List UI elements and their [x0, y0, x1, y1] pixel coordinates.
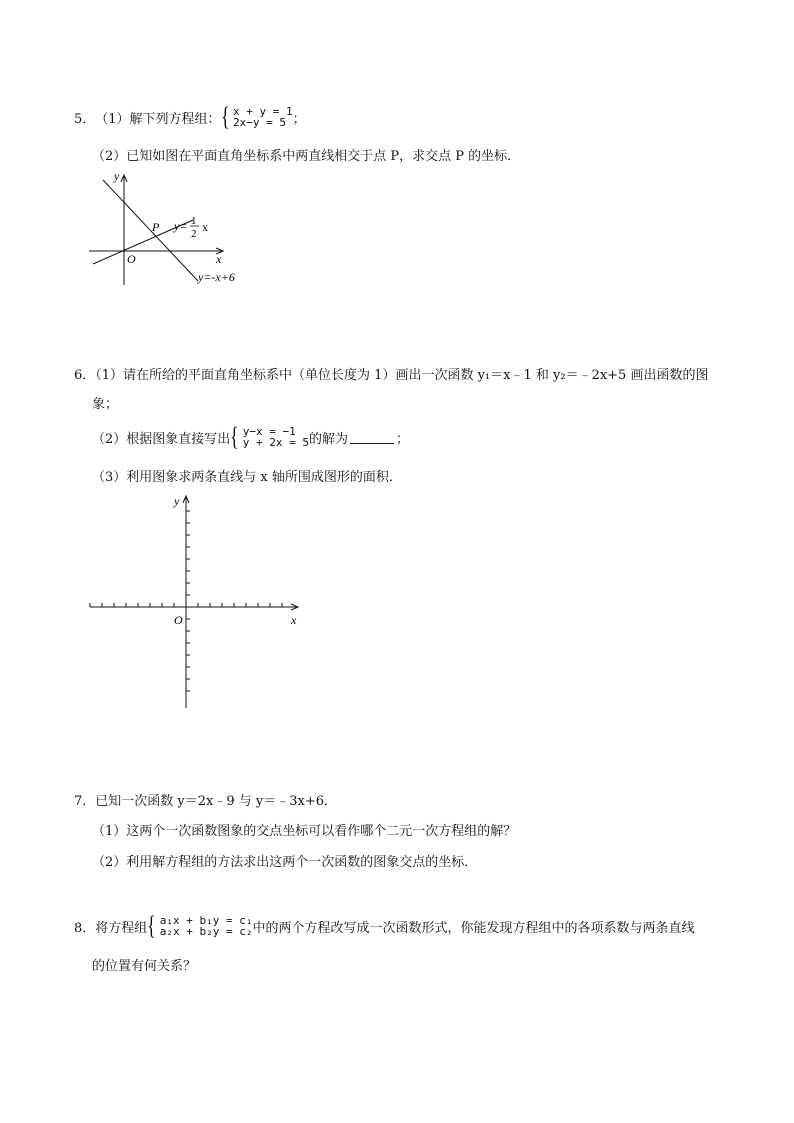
q5-x-label: x	[216, 252, 222, 266]
q5-y-label: y	[114, 169, 120, 183]
q8-prefix: 将方程组	[95, 920, 148, 936]
q8-line2: 的位置有何关系？	[92, 959, 197, 974]
q5-line2-label: y=-x+6	[198, 270, 235, 284]
q6-eq2: y + 2x = 5	[242, 436, 309, 449]
brace-icon: {	[147, 911, 157, 940]
q5-figure	[85, 165, 260, 290]
q8-equation-system	[147, 911, 253, 940]
q5-part1	[74, 103, 306, 131]
q6-part2-suffix: 的解为	[309, 431, 349, 447]
q6-x-label: x	[291, 613, 297, 627]
q8-eq2: a₂x + b₂y = c₂	[159, 925, 253, 938]
q8-line1	[74, 911, 695, 941]
q5-part1-suffix: ；	[292, 111, 306, 127]
q5-eq1: x + y = 1	[233, 105, 293, 118]
q5-eq2: 2x−y = 5	[233, 116, 287, 129]
q6-equation-system	[230, 422, 309, 451]
q8-eq1: a₁x + b₁y = c₁	[159, 914, 253, 927]
q6-number: 6．	[74, 368, 96, 383]
q6-eq1: y−x = −1	[242, 425, 296, 438]
q6-part1-line2: 象；	[92, 397, 119, 412]
q7-part2: （2）利用解方程组的方法求出这两个一次函数的图象交点的坐标．	[92, 855, 478, 870]
q5-equation-system	[220, 102, 293, 131]
q5-line1-prefix: y=	[174, 219, 188, 233]
q5-part2: （2）已知如图在平面直角坐标系中两直线相交于点 P，求交点 P 的坐标．	[92, 149, 521, 164]
q6-coordinate-grid	[80, 490, 310, 715]
answer-blank	[350, 431, 394, 444]
q5-part1-prefix: （1）解下列方程组：	[95, 111, 221, 127]
q6-y-ticks	[186, 511, 190, 691]
q6-part2-prefix: （2）根据图象直接写出	[92, 431, 231, 447]
q6-origin-label: O	[174, 613, 183, 627]
q6-part1-text: （1）请在所给的平面直角坐标系中（单位长度为 1）画出一次函数 y₁＝x﹣1 和 y₂＝﹣2x+5 画出函数的图	[95, 368, 709, 383]
q6-part2-end: ；	[396, 431, 410, 447]
brace-icon: {	[220, 102, 230, 131]
q5-point-p-label: P	[152, 220, 160, 234]
q7-statement: 7．已知一次函数 y＝2x﹣9 与 y＝﹣3x+6．	[74, 794, 337, 809]
q6-part2	[92, 423, 409, 451]
q6-part1-line1	[74, 364, 708, 383]
q6-part3: （3）利用图象求两条直线与 x 轴所围成图形的面积．	[92, 470, 402, 485]
q6-y-label: y	[174, 494, 180, 508]
q5-origin-label: O	[127, 252, 136, 266]
brace-icon: {	[230, 422, 240, 451]
q5-line1-denominator: 2	[191, 228, 197, 240]
q7-part1: （1）这两个一次函数图象的交点坐标可以看作哪个二元一次方程组的解？	[92, 824, 517, 839]
q5-line1-var: x	[202, 220, 208, 234]
q5-line1-numerator: 1	[191, 215, 197, 227]
q8-number: 8．	[74, 920, 96, 936]
q5-number: 5．	[74, 111, 96, 127]
q8-suffix: 中的两个方程改写成一次函数形式，你能发现方程组中的各项系数与两条直线	[252, 920, 695, 936]
